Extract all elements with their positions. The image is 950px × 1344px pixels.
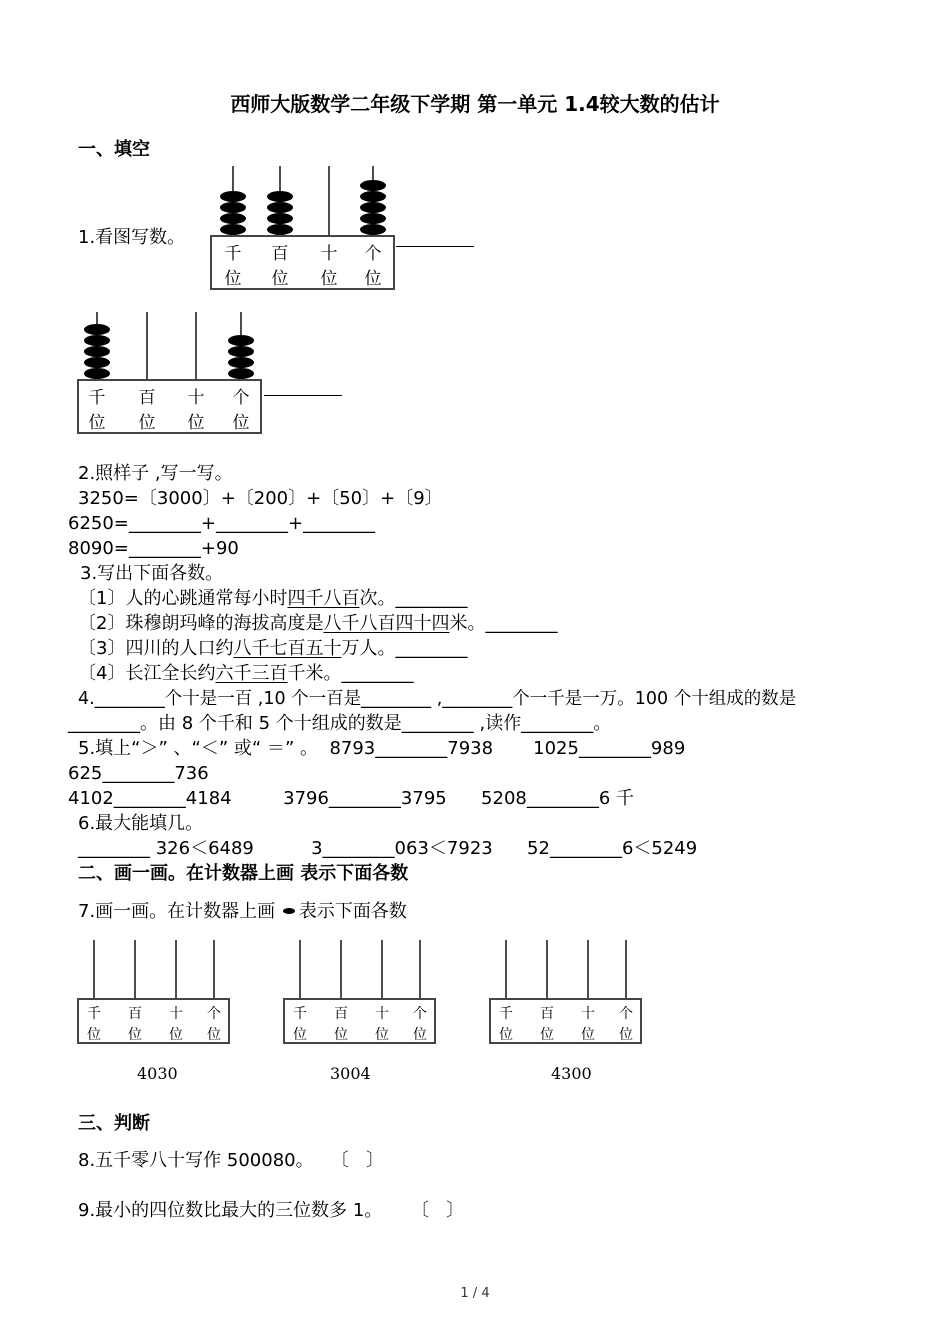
empty-abacus-1[interactable] <box>76 938 236 1048</box>
abacus-place-label: 个 <box>232 388 250 408</box>
abacus-place-unit: 位 <box>87 1027 101 1043</box>
page-number: 1 / 4 <box>460 1286 490 1301</box>
question-2-line-1: 6250=________+________+________ <box>68 513 376 534</box>
abacus-bead <box>267 224 293 235</box>
empty-abacus-3[interactable] <box>488 938 648 1048</box>
abacus-bead <box>228 357 254 368</box>
abacus-place-unit: 位 <box>320 269 338 289</box>
question-5-line-2: 625________736 <box>68 763 209 784</box>
abacus-place-unit: 位 <box>128 1027 142 1043</box>
abacus-bead <box>228 335 254 346</box>
abacus-bead <box>220 202 246 213</box>
abacus-place-label: 个 <box>413 1006 427 1022</box>
abacus-bead <box>220 191 246 202</box>
abacus-place-unit: 位 <box>169 1027 183 1043</box>
abacus-bead <box>220 213 246 224</box>
abacus-place-label: 千 <box>499 1006 513 1022</box>
question-3-item-3: 〔3〕四川的人口约八千七百五十万人。________ <box>78 638 468 659</box>
question-4-line-1: 4.________个十是一百 ,10 个一百是________ ,________个一千是一万。100 个十组成的数是 <box>78 689 797 709</box>
question-7: 7.画一画。在计数器上画 表示下面各数 <box>78 901 407 922</box>
abacus-bead <box>228 346 254 357</box>
question-2-line-2: 8090=________+90 <box>68 538 239 559</box>
empty-abacus-2-drawing <box>282 938 442 1048</box>
abacus-place-unit: 位 <box>232 413 250 433</box>
abacus-place-unit: 位 <box>207 1027 221 1043</box>
abacus-place-unit: 位 <box>581 1027 595 1043</box>
abacus-place-label: 个 <box>364 244 382 264</box>
abacus-bead <box>267 191 293 202</box>
section-heading-judge: 三、判断 <box>78 1113 150 1134</box>
question-2-example: 3250=〔3000〕+〔200〕+〔50〕+〔9〕 <box>78 488 443 509</box>
abacus-bead <box>84 357 110 368</box>
abacus-2 <box>76 308 266 438</box>
abacus-place-unit: 位 <box>499 1027 513 1043</box>
bead-icon <box>283 908 295 914</box>
abacus-place-unit: 位 <box>88 413 106 433</box>
abacus-bead <box>360 213 386 224</box>
question-5-line-1: 5.填上“＞” 、“＜” 或“ ＝” 。 8793________7938 1025________989 <box>78 738 686 759</box>
abacus-bead <box>220 224 246 235</box>
abacus-bead <box>267 202 293 213</box>
abacus-place-label: 千 <box>293 1006 307 1022</box>
empty-abacus-1-drawing <box>76 938 236 1048</box>
abacus-bead <box>84 346 110 357</box>
question-3-item-4: 〔4〕长江全长约六千三百千米。________ <box>78 663 414 684</box>
page-title: 西师大版数学二年级下学期 第一单元 1.4较大数的估计 <box>230 92 720 116</box>
abacus-bead <box>84 335 110 346</box>
abacus-place-label: 十 <box>581 1006 595 1022</box>
empty-abacus-3-drawing <box>488 938 648 1048</box>
abacus-place-label: 百 <box>334 1006 348 1022</box>
draw-number-1: 4030 <box>137 1064 178 1083</box>
section-heading-fill-blank: 一、填空 <box>78 139 150 160</box>
abacus-place-label: 千 <box>87 1006 101 1022</box>
abacus-place-label: 十 <box>169 1006 183 1022</box>
abacus-place-label: 百 <box>128 1006 142 1022</box>
abacus-place-unit: 位 <box>619 1027 633 1043</box>
answer-blank-abacus-1[interactable] <box>396 246 474 247</box>
answer-blank-abacus-2[interactable] <box>264 395 342 396</box>
abacus-place-label: 个 <box>207 1006 221 1022</box>
abacus-place-label: 十 <box>187 388 205 408</box>
question-3-item-1: 〔1〕人的心跳通常每小时四千八百次。________ <box>78 588 468 609</box>
question-3-item-2: 〔2〕珠穆朗玛峰的海拔高度是八千八百四十四米。________ <box>78 613 558 634</box>
empty-abacus-2[interactable] <box>282 938 442 1048</box>
abacus-place-label: 个 <box>619 1006 633 1022</box>
abacus-place-unit: 位 <box>187 413 205 433</box>
abacus-place-unit: 位 <box>413 1027 427 1043</box>
abacus-place-unit: 位 <box>138 413 156 433</box>
abacus-place-label: 十 <box>320 244 338 264</box>
abacus-bead <box>360 180 386 191</box>
question-2: 2.照样子 ,写一写。 <box>78 463 233 484</box>
abacus-2-drawing <box>76 308 266 438</box>
question-9: 9.最小的四位数比最大的三位数多 1。 〔 〕 <box>78 1200 465 1221</box>
abacus-bead <box>84 368 110 379</box>
abacus-place-label: 百 <box>138 388 156 408</box>
abacus-1-drawing <box>208 162 398 292</box>
abacus-bead <box>360 224 386 235</box>
abacus-bead <box>228 368 254 379</box>
abacus-place-unit: 位 <box>271 269 289 289</box>
abacus-bead <box>360 202 386 213</box>
question-3: 3.写出下面各数。 <box>80 563 224 584</box>
abacus-place-unit: 位 <box>334 1027 348 1043</box>
question-8: 8.五千零八十写作 500080。 〔 〕 <box>78 1150 384 1171</box>
abacus-place-label: 千 <box>224 244 242 264</box>
abacus-place-label: 百 <box>271 244 289 264</box>
abacus-bead <box>267 213 293 224</box>
question-6-line-1: ________ 326＜6489 3________063＜7923 52________6＜5249 <box>78 838 698 859</box>
abacus-bead <box>84 324 110 335</box>
abacus-place-unit: 位 <box>293 1027 307 1043</box>
abacus-place-unit: 位 <box>375 1027 389 1043</box>
abacus-place-unit: 位 <box>224 269 242 289</box>
abacus-place-label: 千 <box>88 388 106 408</box>
question-5-line-3: 4102________4184 3796________3795 5208________6 千 <box>68 788 635 809</box>
abacus-place-unit: 位 <box>364 269 382 289</box>
abacus-place-label: 百 <box>540 1006 554 1022</box>
question-6: 6.最大能填几。 <box>78 813 204 834</box>
abacus-place-label: 十 <box>375 1006 389 1022</box>
question-1: 1.看图写数。 <box>78 227 186 248</box>
abacus-1 <box>208 162 398 292</box>
section-heading-draw: 二、画一画。在计数器上画 表示下面各数 <box>78 863 409 884</box>
abacus-place-unit: 位 <box>540 1027 554 1043</box>
draw-number-2: 3004 <box>330 1064 371 1083</box>
abacus-bead <box>360 191 386 202</box>
question-4-line-2: ________。由 8 个千和 5 个十组成的数是________ ,读作________。 <box>68 713 612 734</box>
draw-number-3: 4300 <box>551 1064 592 1083</box>
